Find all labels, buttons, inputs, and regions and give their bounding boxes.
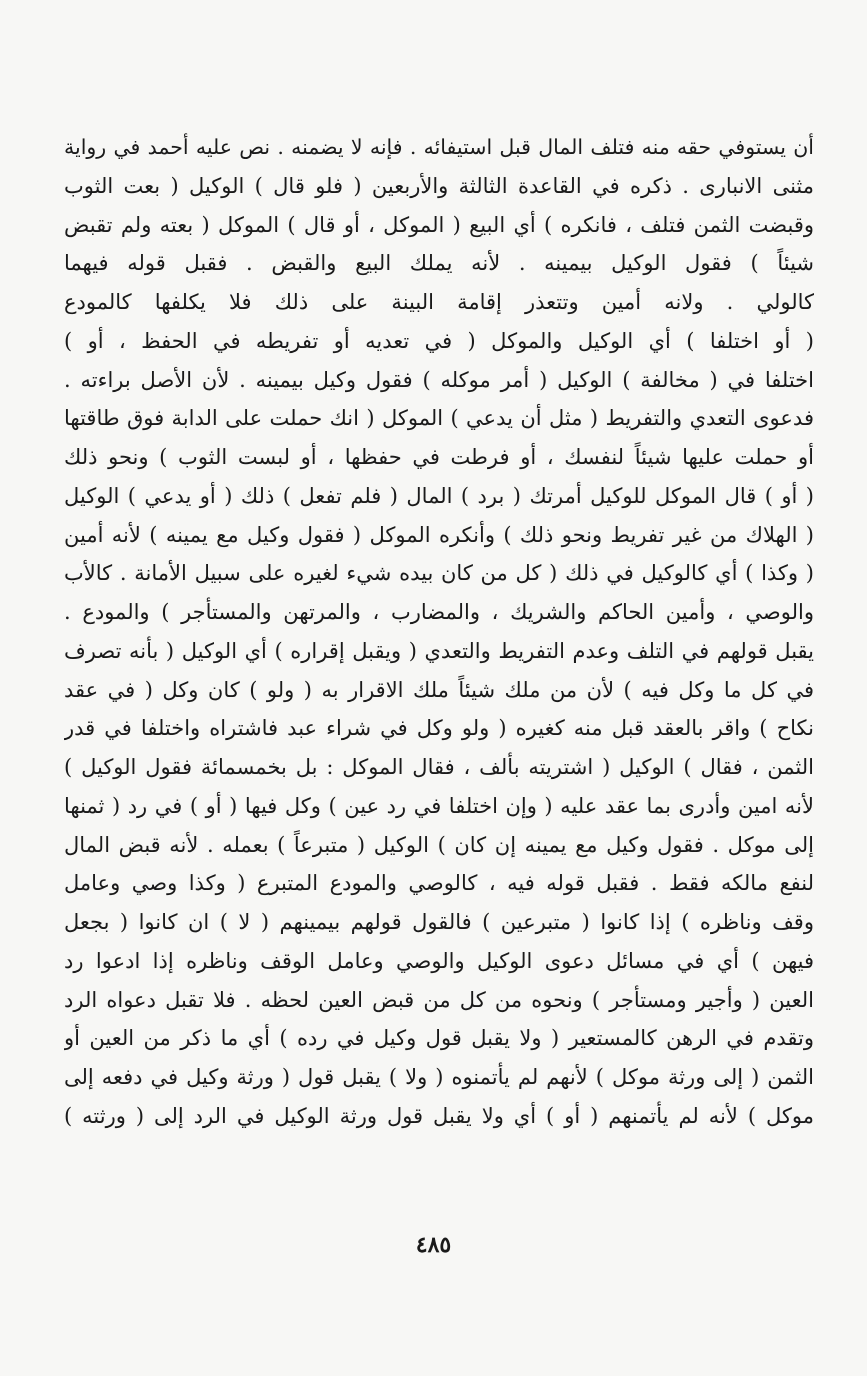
text-line-2: مثنى الانبارى . ذكره في القاعدة الثالثة والأربعين ( فلو قال ) الوكيل ( بعت الثوب — [64, 173, 814, 198]
text-line-16: نكاح ) واقر بالعقد قبل منه كغيره ( ولو وكل في شراء عبد فاشتراه واختلفا في قدر — [64, 716, 814, 741]
page-number: ٤٨٥ — [415, 1232, 452, 1258]
text-line-23: العين ( وأجير ومستأجر ) ونحوه من كل من قبض العين لحظه . فلا تقبل دعواه الرد — [64, 987, 814, 1012]
text-line-10: ( أو ) قال الموكل للوكيل أمرتك ( برد ) المال ( فلم تفعل ) ذلك ( أو يدعي ) الوكيل — [64, 483, 814, 508]
text-line-6: ( أو اختلفا ) أي الوكيل والموكل ( في تعديه أو تفريطه في الحفظ ، أو ) — [64, 328, 814, 353]
text-line-3: وقبضت الثمن فتلف ، فانكره ) أي البيع ( الموكل ، أو قال ) الموكل ( بعته ولم تقبض — [64, 212, 814, 237]
text-line-24: وتقدم في الرهن كالمستعير ( ولا يقبل قول وكيل في رده ) أي ما ذكر من العين أو — [64, 1026, 814, 1051]
text-line-12: ( وكذا ) أي كالوكيل في ذلك ( كل من كان بيده شيء لغيره على سبيل الأمانة . كالأب — [64, 561, 814, 586]
text-line-19: إلى موكل . فقول وكيل مع يمينه إن كان ) الوكيل ( متبرعاً ) بعمله . لأنه قبض المال — [64, 832, 814, 857]
text-line-18: لأنه امين وأدرى بما عقد عليه ( وإن اختلفا في رد عين ) وكل فيها ( أو ) في رد ( ثمنها — [64, 793, 814, 818]
text-line-8: فدعوى التعدي والتفريط ( مثل أن يدعي ) الموكل ( انك حملت على الدابة فوق طاقتها — [64, 406, 814, 431]
text-line-1: أن يستوفي حقه منه فتلف المال قبل استيفائه . فإنه لا يضمنه . نص عليه أحمد في رواية — [64, 135, 814, 159]
text-line-22: فيهن ) أي في مسائل دعوى الوكيل والوصي وعامل الوقف وناظره إذا ادعوا رد — [64, 948, 814, 973]
text-line-5: كالولي . ولانه أمين وتتعذر إقامة البينة على ذلك فلا يكلفها كالمودع — [64, 290, 814, 314]
text-line-4: شيئاً ) فقول الوكيل بيمينه . لأنه يملك البيع والقبض . فقبل قوله فيهما — [64, 251, 814, 276]
text-line-26: موكل ) لأنه لم يأتمنهم ( أو ) أي ولا يقبل قول ورثة الوكيل في الرد إلى ( ورثته ) — [64, 1103, 814, 1128]
text-line-15: في كل ما وكل فيه ) لأن من ملك شيئاً ملك الاقرار به ( ولو ) كان وكل ( في عقد — [64, 677, 814, 702]
body-text — [64, 128, 814, 1136]
text-line-17: الثمن ، فقال ) الوكيل ( اشتريته بألف ، فقال الموكل : بل بخمسمائة فقول الوكيل ) — [64, 755, 814, 779]
text-line-11: ( الهلاك من غير تفريط ونحو ذلك ) وأنكره الموكل ( فقول وكيل مع يمينه ) لأنه أمين — [64, 522, 814, 547]
text-line-21: وقف وناظره ) إذا كانوا ( متبرعين ) فالقول قولهم بيمينهم ( لا ) ان كانوا ( بجعل — [64, 910, 814, 934]
text-line-13: والوصي ، وأمين الحاكم والشريك ، والمضارب ، والمرتهن والمستأجر ) والمودع . — [64, 600, 814, 624]
text-line-7: اختلفا في ( مخالفة ) الوكيل ( أمر موكله ) فقول وكيل بيمينه . لأن الأصل براءته . — [64, 367, 814, 392]
text-line-20: لنفع مالكه فقط . فقبل قوله فيه ، كالوصي والمودع المتبرع ( وكذا وصي وعامل — [64, 871, 814, 896]
text-line-25: الثمن ( إلى ورثة موكل ) لأنهم لم يأتمنوه ( ولا ) يقبل قول ( ورثة وكيل في دفعه إلى — [64, 1065, 814, 1089]
text-line-9: أو حملت عليها شيئاً لنفسك ، أو فرطت في حفظها ، أو لبست الثوب ) ونحو ذلك — [64, 445, 814, 469]
text-line-14: يقبل قولهم في التلف وعدم التفريط والتعدي ( ويقبل إقراره ) أي الوكيل ( بأنه تصرف — [64, 638, 814, 663]
